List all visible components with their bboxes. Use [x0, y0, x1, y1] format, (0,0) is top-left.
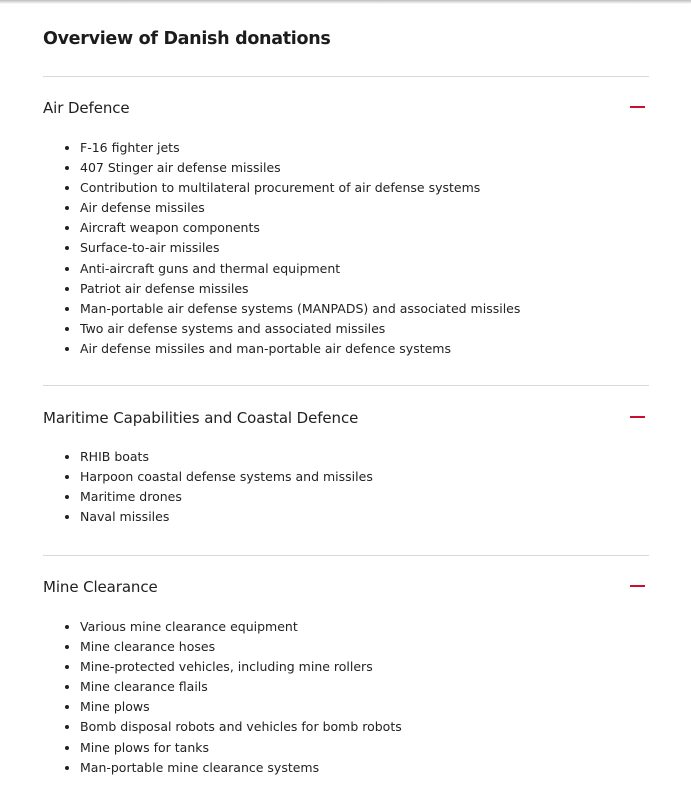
list-item: 407 Stinger air defense missiles	[63, 158, 520, 178]
minus-icon[interactable]	[630, 578, 646, 594]
divider	[43, 555, 649, 556]
list-item: Man-portable mine clearance systems	[63, 758, 402, 778]
bullet-icon	[65, 186, 69, 190]
bullet-icon	[65, 725, 69, 729]
bullet-icon	[65, 146, 69, 150]
bullet-icon	[65, 665, 69, 669]
list-item: Air defense missiles and man-portable air defence systems	[63, 339, 520, 359]
list-item: Maritime drones	[63, 487, 373, 507]
bullet-icon	[65, 766, 69, 770]
list-item: RHIB boats	[63, 447, 373, 467]
list-item: Two air defense systems and associated missiles	[63, 319, 520, 339]
section-title: Maritime Capabilities and Coastal Defence	[43, 409, 359, 427]
bullet-icon	[65, 705, 69, 709]
bullet-icon	[65, 347, 69, 351]
list-item: Naval missiles	[63, 507, 373, 527]
minus-icon[interactable]	[630, 409, 646, 425]
item-list-maritime	[63, 447, 373, 527]
bullet-icon	[65, 226, 69, 230]
list-item: Air defense missiles	[63, 198, 520, 218]
bullet-icon	[65, 746, 69, 750]
bullet-icon	[65, 495, 69, 499]
list-item: Surface-to-air missiles	[63, 238, 520, 258]
list-item: Patriot air defense missiles	[63, 279, 520, 299]
list-item: Bomb disposal robots and vehicles for bomb robots	[63, 717, 402, 737]
bullet-icon	[65, 475, 69, 479]
minus-icon[interactable]	[630, 99, 646, 115]
bullet-icon	[65, 307, 69, 311]
list-item: Various mine clearance equipment	[63, 617, 402, 637]
list-item: Man-portable air defense systems (MANPADS) and associated missiles	[63, 299, 520, 319]
section-title: Mine Clearance	[43, 578, 158, 596]
item-list-mine-clearance	[63, 617, 402, 778]
accordion-header-maritime[interactable]	[43, 409, 649, 433]
section-title: Air Defence	[43, 99, 130, 117]
accordion-header-mine-clearance[interactable]	[43, 578, 649, 602]
page-title: Overview of Danish donations	[43, 29, 331, 49]
accordion-header-air-defence[interactable]	[43, 99, 649, 123]
bullet-icon	[65, 327, 69, 331]
item-list-air-defence	[63, 138, 520, 359]
list-item: Mine clearance flails	[63, 677, 402, 697]
bullet-icon	[65, 455, 69, 459]
bullet-icon	[65, 267, 69, 271]
list-item: Aircraft weapon components	[63, 218, 520, 238]
bullet-icon	[65, 685, 69, 689]
list-item: Mine plows for tanks	[63, 738, 402, 758]
bullet-icon	[65, 206, 69, 210]
list-item: Mine clearance hoses	[63, 637, 402, 657]
bullet-icon	[65, 166, 69, 170]
bullet-icon	[65, 287, 69, 291]
bullet-icon	[65, 625, 69, 629]
divider	[43, 385, 649, 386]
list-item: Contribution to multilateral procurement of air defense systems	[63, 178, 520, 198]
divider	[43, 76, 649, 77]
list-item: F-16 fighter jets	[63, 138, 520, 158]
bullet-icon	[65, 645, 69, 649]
list-item: Anti-aircraft guns and thermal equipment	[63, 259, 520, 279]
list-item: Harpoon coastal defense systems and missiles	[63, 467, 373, 487]
top-edge-shadow	[0, 0, 691, 4]
bullet-icon	[65, 515, 69, 519]
list-item: Mine plows	[63, 697, 402, 717]
bullet-icon	[65, 246, 69, 250]
list-item: Mine-protected vehicles, including mine rollers	[63, 657, 402, 677]
